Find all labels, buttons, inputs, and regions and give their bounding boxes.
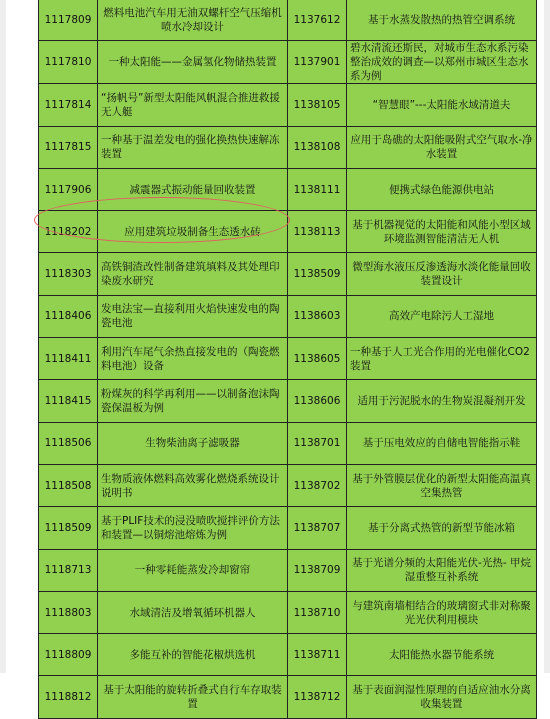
project-title-cell: 基于水蒸发散热的热管空调系统 bbox=[347, 0, 537, 41]
table-row bbox=[39, 126, 537, 168]
project-title-cell: 减震器式振动能量回收装置 bbox=[98, 168, 288, 210]
table-row bbox=[39, 211, 537, 253]
project-title-cell: 基于分离式热管的新型节能冰箱 bbox=[347, 507, 537, 549]
project-id-cell: 1118509 bbox=[39, 507, 98, 549]
project-id-cell: 1137901 bbox=[288, 41, 347, 84]
project-id-cell: 1118812 bbox=[39, 676, 98, 718]
project-id-cell: 1138702 bbox=[288, 464, 347, 506]
project-id-cell: 1118406 bbox=[39, 295, 98, 337]
table-row bbox=[39, 253, 537, 295]
project-id-cell: 1117810 bbox=[39, 41, 98, 84]
table-row bbox=[39, 0, 537, 41]
table-row bbox=[39, 507, 537, 549]
project-id-cell: 1138105 bbox=[288, 84, 347, 126]
project-id-cell: 1138712 bbox=[288, 676, 347, 718]
project-title-cell: 基于表面润湿性原理的自适应油水分离收集装置 bbox=[347, 676, 537, 718]
project-id-cell: 1138108 bbox=[288, 126, 347, 168]
table-row bbox=[39, 84, 537, 126]
page-edge-right bbox=[544, 0, 550, 673]
table-row bbox=[39, 422, 537, 464]
project-title-cell: 粉煤灰的科学再利用——以制备泡沫陶瓷保温板为例 bbox=[98, 380, 288, 422]
project-id-cell: 1138710 bbox=[288, 591, 347, 633]
project-title-cell: 基于外管膜层优化的新型太阳能高温真空集热管 bbox=[347, 464, 537, 506]
project-id-cell: 1117814 bbox=[39, 84, 98, 126]
project-title-cell: 基于机器视觉的太阳能和风能小型区域环境监测智能清洁无人机 bbox=[347, 211, 537, 253]
project-id-cell: 1138606 bbox=[288, 380, 347, 422]
project-title-cell: 高效产电除污人工湿地 bbox=[347, 295, 537, 337]
project-title-cell: 基于压电效应的自储电智能指示鞋 bbox=[347, 422, 537, 464]
table-row bbox=[39, 464, 537, 506]
project-id-cell: 1118508 bbox=[39, 464, 98, 506]
page-edge-left bbox=[0, 0, 6, 673]
project-title-cell: 一种基于温差发电的强化换热快速解冻装置 bbox=[98, 126, 288, 168]
project-id-cell: 1118202 bbox=[39, 211, 98, 253]
project-title-cell: 基于光谱分频的太阳能光伏-光热- 甲烷湿重整互补系统 bbox=[347, 549, 537, 591]
project-id-cell: 1138701 bbox=[288, 422, 347, 464]
project-id-cell: 1118411 bbox=[39, 338, 98, 380]
project-id-cell: 1138709 bbox=[288, 549, 347, 591]
project-id-cell: 1138113 bbox=[288, 211, 347, 253]
project-id-cell: 1118809 bbox=[39, 634, 98, 676]
project-id-cell: 1138711 bbox=[288, 634, 347, 676]
project-title-cell: 水域清洁及增氧循环机器人 bbox=[98, 591, 288, 633]
project-title-cell: 微型海水液压反渗透海水淡化能量回收装置设计 bbox=[347, 253, 537, 295]
project-id-cell: 1118303 bbox=[39, 253, 98, 295]
table-row bbox=[39, 380, 537, 422]
project-id-cell: 1118506 bbox=[39, 422, 98, 464]
table-row bbox=[39, 549, 537, 591]
project-title-cell: “智慧眼”---太阳能水域清道夫 bbox=[347, 84, 537, 126]
project-title-cell: 一种太阳能——金属氢化物储热装置 bbox=[98, 41, 288, 84]
project-title-cell: 发电法宝—直接利用火焰快速发电的陶瓷电池 bbox=[98, 295, 288, 337]
project-title-cell: 便携式绿色能源供电站 bbox=[347, 168, 537, 210]
project-title-cell: 一种零耗能蒸发冷却窗帘 bbox=[98, 549, 288, 591]
table-row bbox=[39, 634, 537, 676]
table-row bbox=[39, 591, 537, 633]
project-table-body bbox=[39, 0, 537, 718]
project-title-cell: 应用建筑垃圾制备生态透水砖 bbox=[98, 211, 288, 253]
table-row bbox=[39, 168, 537, 210]
project-id-cell: 1117815 bbox=[39, 126, 98, 168]
project-title-cell: 高铁铜渣改性制备建筑填料及其处理印染废水研究 bbox=[98, 253, 288, 295]
project-title-cell: 基于太阳能的旋转折叠式自行车存取装置 bbox=[98, 676, 288, 718]
project-title-cell: 一种基于人工光合作用的光电催化CO2装置 bbox=[347, 338, 537, 380]
project-title-cell: “扬帆号”新型太阳能风帆混合推进救援无人艇 bbox=[98, 84, 288, 126]
project-id-cell: 1138509 bbox=[288, 253, 347, 295]
project-id-cell: 1118415 bbox=[39, 380, 98, 422]
project-title-cell: 基于PLIF技术的浸没喷吹搅拌评价方法和装置—以铜熔池熔炼为例 bbox=[98, 507, 288, 549]
project-title-cell: 与建筑南墙相结合的玻璃窗式非对称聚光光伏利用模块 bbox=[347, 591, 537, 633]
table-row bbox=[39, 676, 537, 718]
project-id-cell: 1117906 bbox=[39, 168, 98, 210]
table-row bbox=[39, 295, 537, 337]
project-id-cell: 1138707 bbox=[288, 507, 347, 549]
project-id-cell: 1137612 bbox=[288, 0, 347, 41]
project-id-cell: 1138111 bbox=[288, 168, 347, 210]
project-title-cell: 生物质液体燃料高效雾化燃烧系统设计说明书 bbox=[98, 464, 288, 506]
project-id-cell: 1138605 bbox=[288, 338, 347, 380]
project-title-cell: 适用于污泥脱水的生物炭混凝剂开发 bbox=[347, 380, 537, 422]
project-title-cell: 太阳能热水器节能系统 bbox=[347, 634, 537, 676]
project-title-cell: 燃料电池汽车用无油双螺杆空气压缩机喷水冷却设计 bbox=[98, 0, 288, 41]
table-row bbox=[39, 338, 537, 380]
project-title-cell: 多能互补的智能花椒烘选机 bbox=[98, 634, 288, 676]
project-title-cell: 生物柴油离子滤吸器 bbox=[98, 422, 288, 464]
project-title-cell: 利用汽车尾气余热直接发电的（陶瓷燃料电池）设备 bbox=[98, 338, 288, 380]
project-id-cell: 1118803 bbox=[39, 591, 98, 633]
project-title-cell: 应用于岛礁的太阳能吸附式空气取水-净水装置 bbox=[347, 126, 537, 168]
table-row bbox=[39, 41, 537, 84]
project-title-cell: 碧水清流还斯民，对城市生态水系污染整治成效的调查—以郑州市城区生态水系为例 bbox=[347, 41, 537, 84]
project-id-cell: 1118713 bbox=[39, 549, 98, 591]
project-id-cell: 1117809 bbox=[39, 0, 98, 41]
project-id-cell: 1138603 bbox=[288, 295, 347, 337]
project-table bbox=[38, 0, 537, 719]
